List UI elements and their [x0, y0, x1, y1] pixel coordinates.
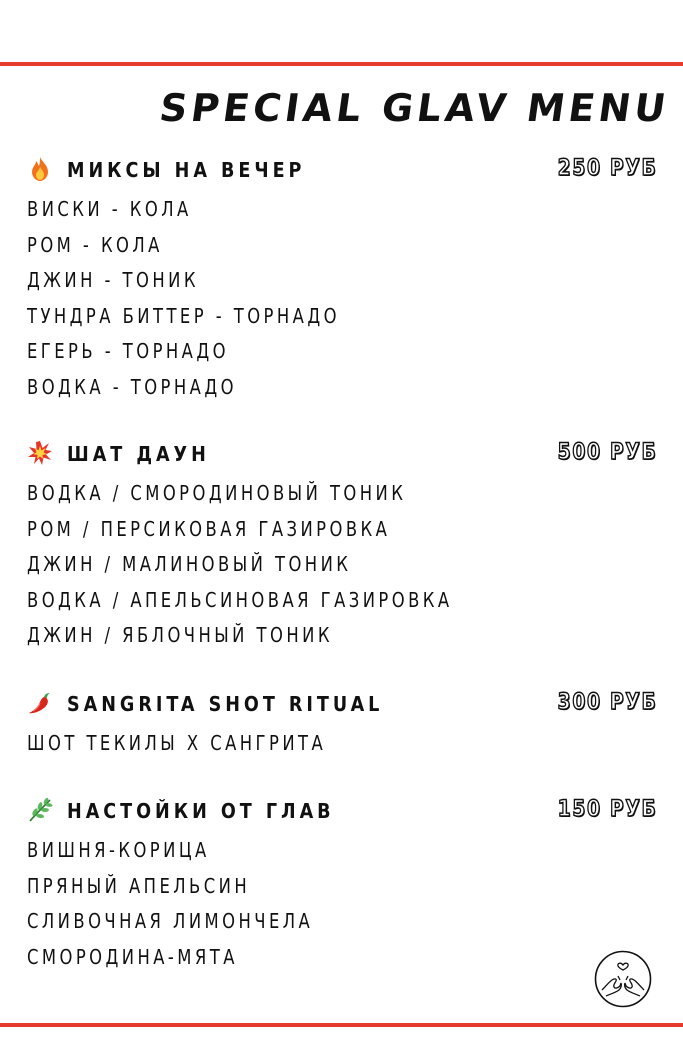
- list-item: СМОРОДИНА-МЯТА: [27, 944, 238, 969]
- menu-title: SPECIAL GLAV MENU: [156, 86, 673, 130]
- section-price: 500 РУБ: [557, 440, 657, 465]
- list-item: РОМ - КОЛА: [27, 232, 163, 257]
- section-header: [27, 797, 657, 827]
- section-title: МИКСЫ НА ВЕЧЕР: [67, 158, 306, 182]
- item-list: [27, 726, 657, 762]
- top-divider: [0, 62, 683, 66]
- section-header: [27, 690, 657, 720]
- list-item: ТУНДРА БИТТЕР - ТОРНАДО: [27, 303, 340, 328]
- section-sangrita: [27, 690, 657, 762]
- list-item: ДЖИН / ЯБЛОЧНЫЙ ТОНИК: [27, 623, 333, 648]
- herb-icon: [27, 797, 53, 823]
- section-header: [27, 156, 657, 186]
- section-title: ШАТ ДАУН: [67, 442, 210, 466]
- item-list: [27, 192, 657, 406]
- list-item: ШОТ ТЕКИЛЫ Х САНГРИТА: [27, 731, 327, 755]
- list-item: ЕГЕРЬ - ТОРНАДО: [27, 339, 229, 364]
- section-mixes: [27, 156, 657, 406]
- item-list: [27, 833, 657, 975]
- section-title: SANGRITA SHOT RITUAL: [67, 692, 384, 716]
- list-item: ВОДКА - ТОРНАДО: [27, 374, 237, 399]
- list-item: ДЖИН / МАЛИНОВЫЙ ТОНИК: [27, 552, 352, 577]
- section-title: НАСТОЙКИ ОТ ГЛАВ: [67, 799, 335, 823]
- list-item: ДЖИН - ТОНИК: [27, 268, 199, 293]
- section-header: [27, 440, 657, 470]
- collision-icon: [27, 440, 53, 466]
- list-item: ВИШНЯ-КОРИЦА: [27, 838, 210, 862]
- list-item: ВОДКА / СМОРОДИНОВЫЙ ТОНИК: [27, 481, 407, 505]
- hands-heart-logo-icon: [594, 950, 652, 1008]
- list-item: СЛИВОЧНАЯ ЛИМОНЧЕЛА: [27, 909, 314, 934]
- section-infusions: [27, 797, 657, 975]
- hot-pepper-icon: [27, 690, 53, 716]
- section-shut-down: [27, 440, 657, 654]
- section-price: 300 РУБ: [557, 690, 657, 715]
- section-price: 250 РУБ: [557, 156, 657, 181]
- list-item: ВОДКА / АПЕЛЬСИНОВАЯ ГАЗИРОВКА: [27, 587, 453, 612]
- list-item: РОМ / ПЕРСИКОВАЯ ГАЗИРОВКА: [27, 516, 391, 541]
- list-item: ВИСКИ - КОЛА: [27, 197, 192, 221]
- bottom-divider: [0, 1023, 683, 1027]
- item-list: [27, 476, 657, 654]
- list-item: ПРЯНЫЙ АПЕЛЬСИН: [27, 873, 251, 898]
- fire-icon: [27, 156, 53, 182]
- section-price: 150 РУБ: [557, 797, 657, 822]
